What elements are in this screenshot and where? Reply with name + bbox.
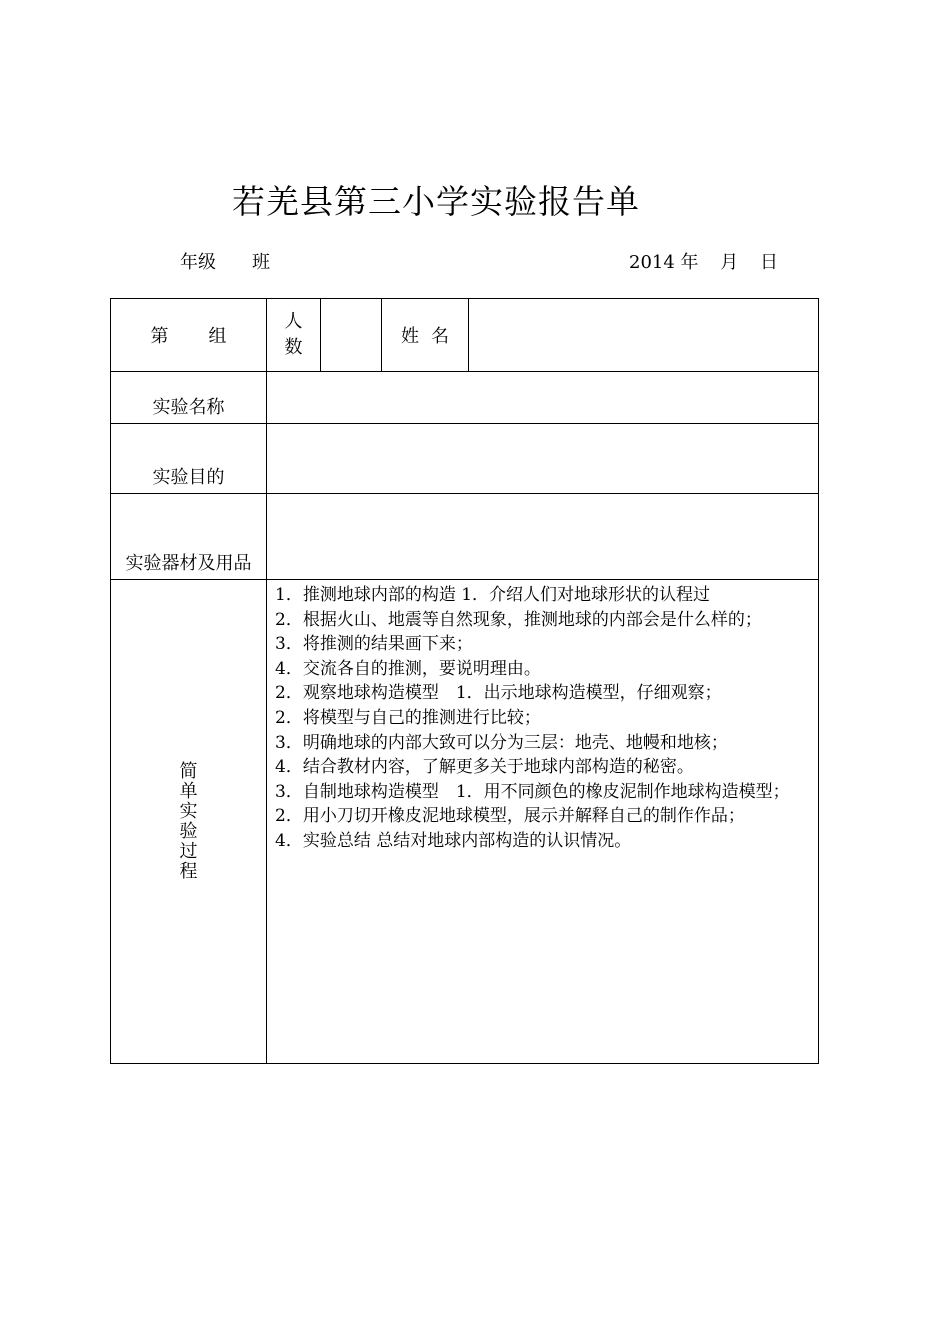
year-unit: 年 — [680, 252, 699, 273]
day-unit: 日 — [760, 252, 779, 273]
purpose-row — [111, 424, 819, 494]
name-label-second: 名 — [431, 326, 449, 347]
grade-label: 年级 — [180, 252, 216, 273]
process-line: 1．推测地球内部的构造 1．介绍人们对地球形状的认程过 — [275, 585, 711, 605]
process-label-cell — [111, 580, 267, 1064]
count-value-cell[interactable] — [321, 299, 382, 372]
name-label-cell — [382, 299, 469, 372]
class-label: 班 — [252, 252, 270, 273]
name-value-cell[interactable] — [469, 299, 819, 372]
grade-class-line — [180, 248, 270, 274]
group-label-cell — [111, 299, 267, 372]
process-line: 4．结合教材内容，了解更多关于地球内部构造的秘密。 — [275, 757, 694, 778]
equipment-label: 实验器材及用品 — [111, 494, 267, 580]
process-line: 2．根据火山、地震等自然现象，推测地球的内部会是什么样的； — [275, 609, 762, 630]
count-label-first: 人 — [284, 311, 303, 332]
page-title: 若羌县第三小学实验报告单 — [232, 182, 640, 221]
process-line: 3．明确地球的内部大致可以分为三层：地壳、地幔和地核； — [275, 732, 728, 753]
process-label: 简单实验过程 — [179, 761, 198, 882]
process-line: 4．交流各自的推测，要说明理由。 — [275, 658, 541, 679]
process-line: 2．观察地球构造模型 1．出示地球构造模型，仔细观察； — [275, 683, 722, 704]
process-line: 2．将模型与自己的推测进行比较； — [275, 707, 541, 728]
process-line: 3．将推测的结果画下来； — [275, 634, 473, 655]
equipment-row — [111, 494, 819, 580]
process-content[interactable] — [267, 580, 819, 1064]
experiment-name-value[interactable] — [267, 372, 819, 424]
date-line — [629, 248, 778, 274]
process-line: 2．用小刀切开橡皮泥地球模型，展示并解释自己的制作作品； — [275, 806, 745, 827]
year-value: 2014 — [629, 252, 675, 273]
process-row — [111, 580, 819, 1064]
name-label-first: 姓 — [401, 326, 419, 347]
count-label-cell — [267, 299, 321, 372]
purpose-value[interactable] — [267, 424, 819, 494]
count-label-second: 数 — [284, 337, 303, 358]
report-table — [110, 298, 819, 1064]
process-line: 4．实验总结 总结对地球内部构造的认识情况。 — [275, 830, 632, 851]
experiment-name-row — [111, 372, 819, 424]
experiment-name-label: 实验名称 — [111, 372, 267, 424]
month-unit: 月 — [720, 252, 739, 273]
purpose-label: 实验目的 — [111, 424, 267, 494]
process-line: 3．自制地球构造模型 1．用不同颜色的橡皮泥制作地球构造模型； — [275, 781, 790, 802]
group-row — [111, 299, 819, 372]
equipment-value[interactable] — [267, 494, 819, 580]
group-label-first: 第 — [150, 326, 169, 347]
group-label-second: 组 — [208, 326, 227, 347]
